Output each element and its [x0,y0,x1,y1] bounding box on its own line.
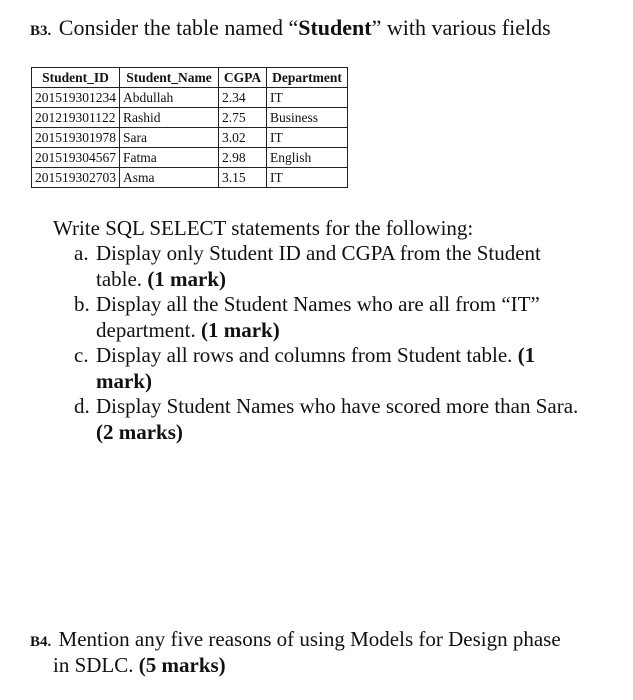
table-row [32,168,348,188]
cell-department: IT [267,128,348,148]
item-line: Display all the Student Names who are all from “IT” [96,292,540,316]
table-row [32,88,348,108]
header-cgpa: CGPA [219,68,267,88]
question-list [74,241,578,445]
header-department: Department [267,68,348,88]
table-header-row [32,68,348,88]
question-b4-continuation [53,652,226,678]
item-letter: a. [74,241,89,265]
student-table [31,67,348,188]
header-student-name: Student_Name [120,68,219,88]
cell-department: English [267,148,348,168]
item-letter: b. [74,292,90,316]
cell-student-name: Abdullah [120,88,219,108]
item-marks: (1 mark) [200,317,280,342]
header-student-id: Student_ID [32,68,120,88]
item-letter: d. [74,394,90,418]
question-b3-text-pre: Consider the table named “ [58,15,299,40]
question-b3-heading [30,15,551,44]
question-b4-text-2: in SDLC. [53,653,139,677]
cell-student-id: 201519304567 [32,148,120,168]
cell-cgpa: 2.75 [219,108,267,128]
instructions-text: Write SQL SELECT statements for the following: [53,216,474,240]
table-row [32,128,348,148]
item-marks: (1 [517,343,536,367]
cell-cgpa: 2.34 [219,88,267,108]
item-text: department. [96,317,201,342]
question-b4-text: Mention any five reasons of using Models for Design phase [58,627,561,651]
question-item-c [74,343,578,394]
question-item-a [74,241,578,292]
question-b3-text-bold: Student [298,15,372,40]
question-item-d [74,394,578,445]
cell-student-id: 201519301978 [32,128,120,148]
cell-department: IT [267,88,348,108]
item-text: Display all rows and columns from Student table. [96,343,518,367]
cell-student-id: 201219301122 [32,108,120,128]
cell-department: Business [267,108,348,128]
cell-student-name: Sara [120,128,219,148]
item-line: Display Student Names who have scored more than Sara. [96,394,579,418]
item-line: Display only Student ID and CGPA from the Student [96,241,541,265]
cell-student-name: Asma [120,168,219,188]
cell-student-name: Rashid [120,108,219,128]
question-b3-number: B3. [30,23,52,39]
item-text: table. [96,266,148,291]
cell-cgpa: 3.02 [219,128,267,148]
cell-cgpa: 3.15 [219,168,267,188]
question-b4-heading [30,626,561,655]
item-marks: mark) [96,368,152,393]
cell-student-name: Fatma [120,148,219,168]
table-row [32,108,348,128]
question-b4-number: B4. [30,634,52,650]
item-marks: (1 mark) [147,266,227,291]
item-letter: c. [74,343,89,367]
table-row [32,148,348,168]
cell-department: IT [267,168,348,188]
question-b4-marks: (5 marks) [138,653,226,677]
cell-student-id: 201519301234 [32,88,120,108]
question-item-b [74,292,578,343]
item-marks: (2 marks) [96,419,183,444]
cell-cgpa: 2.98 [219,148,267,168]
question-b3-text-post: ” with various fields [371,15,551,40]
cell-student-id: 201519302703 [32,168,120,188]
